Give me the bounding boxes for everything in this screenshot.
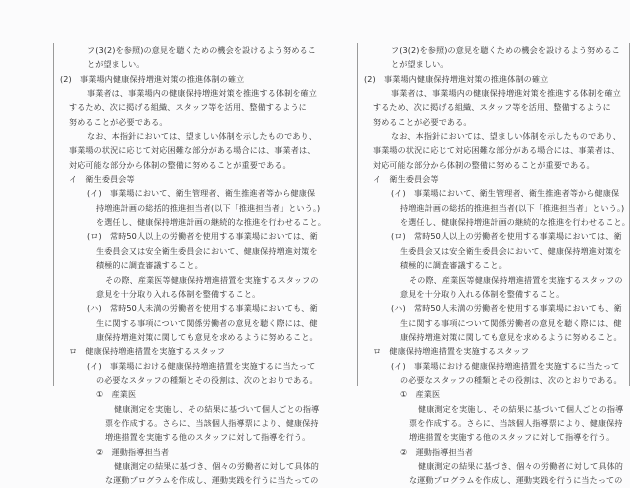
document-line: 康保持増進対策に関しても意見を求めるように努めること。: [96, 331, 318, 342]
document-line: ② 運動指導担当者: [400, 446, 474, 457]
document-line: (イ) 事業場において、衛生管理者、衛生推進者等から健康保: [391, 188, 620, 199]
document-line: 健康測定の結果に基づき、個々の労働者に対して具体的: [114, 460, 320, 471]
document-line: (イ) 事業場において、衛生管理者、衛生推進者等から健康保: [87, 188, 316, 199]
document-line: とが望ましい。: [87, 59, 145, 70]
document-line: な運動プログラムを作成し、運動実践を行うに当たっての: [105, 475, 319, 486]
document-line: 積極的に調査審議すること。: [400, 260, 507, 271]
document-line: 健康測定を実施し、その結果に基づいて個人ごとの指導: [114, 403, 320, 414]
document-line: なお、本指針においては、望ましい体制を示したものであり、: [87, 131, 317, 142]
document-line: 事業場の状況に応じて対応困難な部分がある場合には、事業者は、: [373, 145, 620, 156]
document-line: を選任し、健康保持増進計画の継続的な推進を行わせること。: [400, 217, 630, 228]
document-line: イ 衛生委員会等: [373, 174, 439, 185]
document-line: 意見を十分取り入れる体制を整備すること。: [96, 288, 261, 299]
document-line: (ハ) 常時50人未満の労働者を使用する事業場においても、衛: [87, 303, 318, 314]
document-column-right: [357, 43, 630, 486]
document-line: なお、本指針においては、望ましい体制を示したものであり、: [391, 131, 621, 142]
column-left-text-body: [56, 43, 357, 486]
document-line: 事業者は、事業場内の健康保持増進対策を推進する体制を確立: [87, 88, 317, 99]
document-column-left: [53, 43, 357, 486]
document-line: (ハ) 常時50人未満の労働者を使用する事業場においても、衛: [391, 303, 622, 314]
document-line: 増進措置を実施する他のスタッフに対して指導を行う。: [409, 432, 615, 443]
document-line: (イ) 事業場における健康保持増進措置を実施するに当たって: [391, 360, 620, 371]
document-line: ① 産業医: [400, 389, 441, 400]
document-line: ロ 健康保持増進措置を実施するスタッフ: [69, 346, 226, 357]
document-line: するため、次に掲げる組織、スタッフ等を活用、整備するように: [69, 102, 307, 113]
document-line: 持増進計画の総括的推進担当者(以下「推進担当者」という。): [400, 202, 625, 213]
document-line: (イ) 事業場における健康保持増進措置を実施するに当たって: [87, 360, 316, 371]
document-line: 努めることが必要である。: [373, 116, 472, 127]
document-line: (2) 事業場内健康保持増進対策の推進体制の確立: [364, 73, 549, 84]
document-line: 対応可能な部分から体制の整備に努めることが重要である。: [69, 159, 291, 170]
document-line: フ(3(2)を参照)の意見を聴くための機会を設けるよう努めるこ: [87, 45, 316, 55]
document-line: ロ 健康保持増進措置を実施するスタッフ: [373, 346, 530, 357]
document-line: 意見を十分取り入れる体制を整備すること。: [400, 288, 565, 299]
document-line: イ 衛生委員会等: [69, 174, 135, 185]
document-line: 票を作成する。さらに、当該個人指導票により、健康保持: [409, 417, 623, 428]
document-line: 健康測定の結果に基づき、個々の労働者に対して具体的: [418, 460, 624, 471]
document-line: 対応可能な部分から体制の整備に努めることが重要である。: [373, 159, 595, 170]
document-line: 積極的に調査審議すること。: [96, 260, 203, 271]
document-line: 康保持増進対策に関しても意見を求めるように努めること。: [400, 331, 622, 342]
document-line: 努めることが必要である。: [69, 116, 168, 127]
document-line: 健康測定を実施し、その結果に基づいて個人ごとの指導: [418, 403, 624, 414]
document-line: 生委員会又は安全衛生委員会において、健康保持増進対策を: [96, 245, 318, 256]
document-line: 票を作成する。さらに、当該個人指導票により、健康保持: [105, 417, 319, 428]
two-column-layout: [0, 43, 630, 486]
document-line: 増進措置を実施する他のスタッフに対して指導を行う。: [105, 432, 311, 443]
document-line: フ(3(2)を参照)の意見を聴くための機会を設けるよう努めるこ: [391, 45, 620, 55]
document-line: の必要なスタッフの種類とその役割は、次のとおりである。: [400, 374, 622, 385]
document-line: 生委員会又は安全衛生委員会において、健康保持増進対策を: [400, 245, 622, 256]
document-line: 生に関する事項について関係労働者の意見を聴く際には、健: [400, 317, 622, 328]
column-right-text-body: [360, 43, 630, 486]
document-line: 生に関する事項について関係労働者の意見を聴く際には、健: [96, 317, 318, 328]
document-line: ① 産業医: [96, 389, 137, 400]
document-line: (ロ) 常時50人以上の労働者を使用する事業場においては、衛: [87, 231, 318, 242]
document-line: (2) 事業場内健康保持増進対策の推進体制の確立: [60, 73, 245, 84]
document-line: の必要なスタッフの種類とその役割は、次のとおりである。: [96, 374, 318, 385]
document-line: その際、産業医等健康保持増進措置を実施するスタッフの: [105, 274, 319, 285]
document-line: するため、次に掲げる組織、スタッフ等を活用、整備するように: [373, 102, 611, 113]
document-line: 持増進計画の総括的推進担当者(以下「推進担当者」という。): [96, 202, 321, 213]
document-line: 事業者は、事業場内の健康保持増進対策を推進する体制を確立: [391, 88, 621, 99]
document-line: その際、産業医等健康保持増進措置を実施するスタッフの: [409, 274, 623, 285]
document-line: ② 運動指導担当者: [96, 446, 170, 457]
document-line: とが望ましい。: [391, 59, 449, 70]
document-line: 事業場の状況に応じて対応困難な部分がある場合には、事業者は、: [69, 145, 316, 156]
document-line: を選任し、健康保持増進計画の継続的な推進を行わせること。: [96, 217, 326, 228]
document-line: (ロ) 常時50人以上の労働者を使用する事業場においては、衛: [391, 231, 622, 242]
document-line: な運動プログラムを作成し、運動実践を行うに当たっての: [409, 475, 623, 486]
